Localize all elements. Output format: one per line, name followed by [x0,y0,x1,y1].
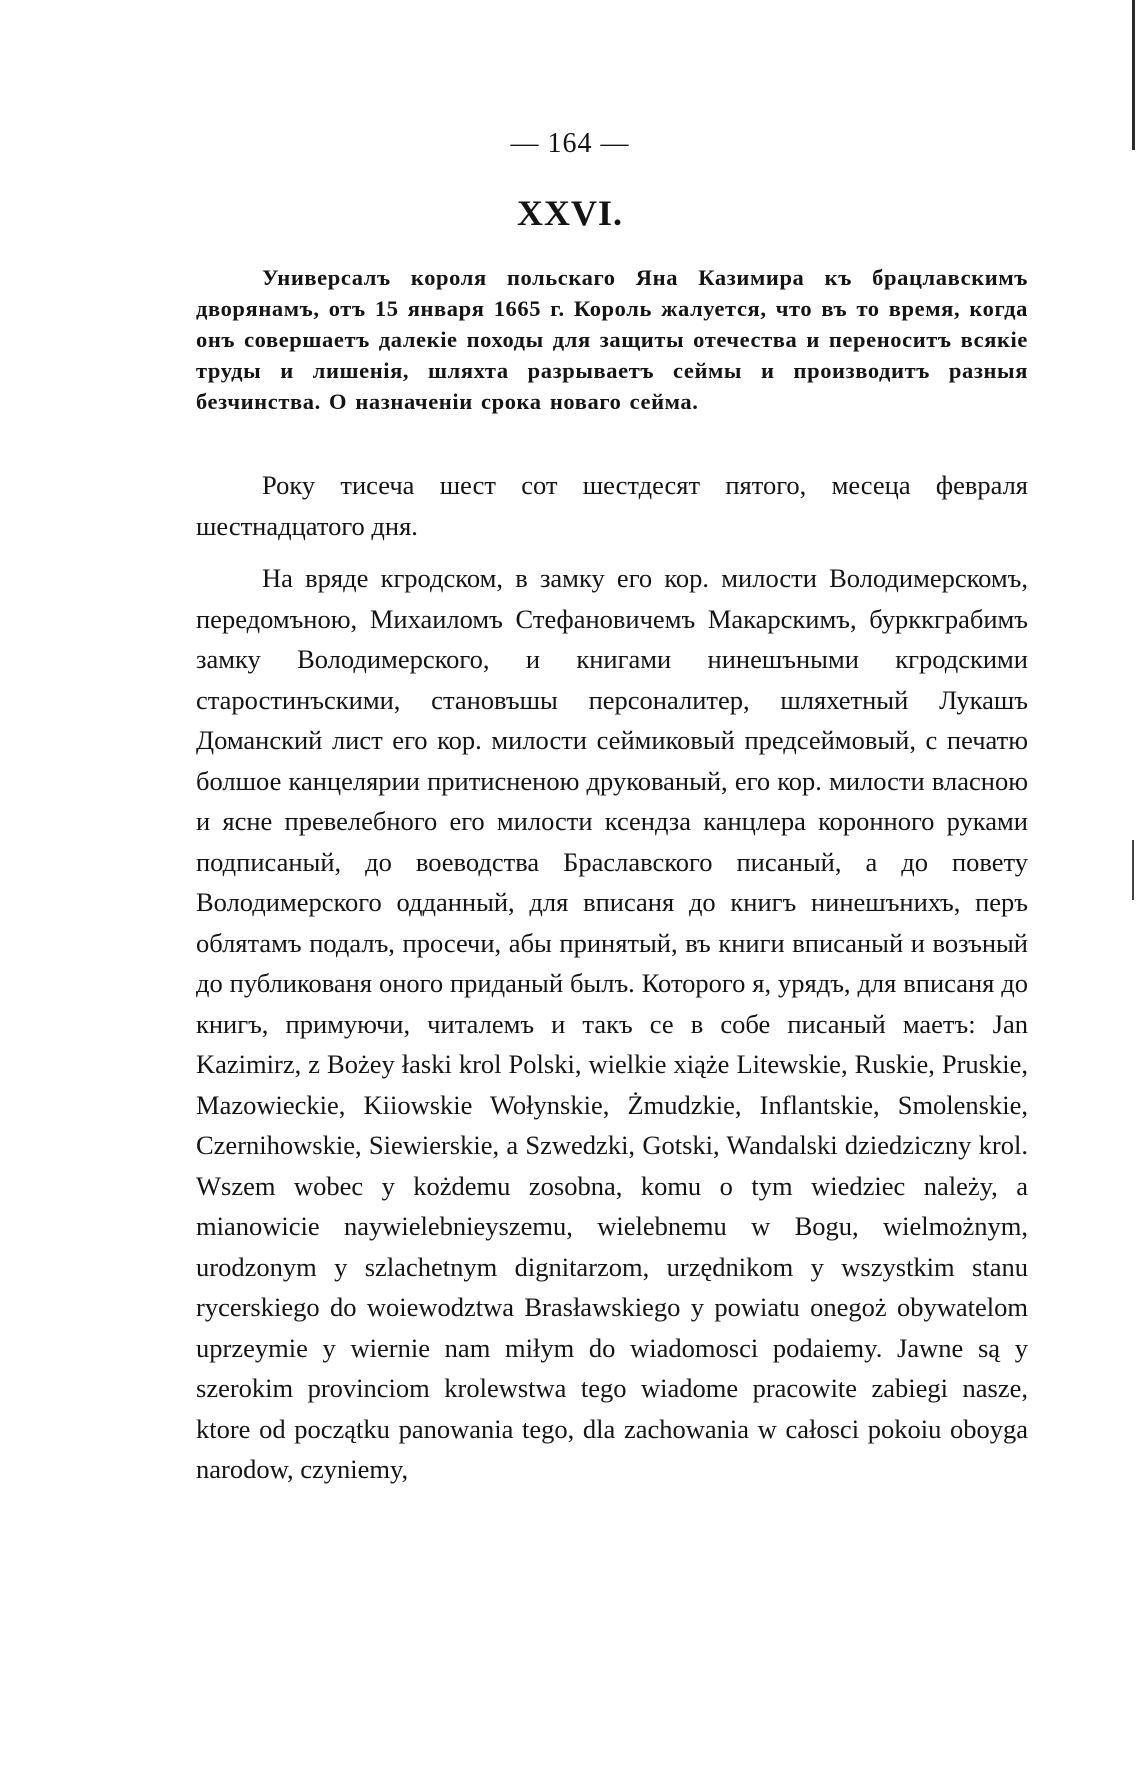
body-paragraph-main: На вряде кгродском, в замку его кор. милости Володимерскомъ, передомъною, Михаиломъ Стефановичемъ Макарскимъ, бурккграбимъ замку Володимерского, и книгами нинешъными кгродскими старостинъскими, становъшы персоналитер, шляхетный Лукашъ Доманский лист его кор. милости сеймиковый предсеймовый, с печатю болшое канцелярии притисненою друкованый, его кор. милости власною и ясне превелебного его милости ксендза канцлера коронного руками подписаный, до воеводства Браславского писаный, а до повету Володимерского одданный, для вписаня до книгъ нинешънихъ, перъ облятамъ подалъ, просечи, абы принятый, въ книги вписаный и возъный до публикованя оного приданый былъ. Которого я, урядъ, для вписаня до книгъ, примуючи, читалемъ и такъ се в собе писаный маетъ: Jan Kazimirz, z Bożey łaski krol Polski, wielkie xiąże Litewskie, Ruskie, Pruskie, Mazowieckie, Kiiowskie Wołynskie, Żmudzkie, Inflantskie, Smolenskie, Czernihowskie, Siewierskie, a Szwedzki, Gotski, Wandalski dziedziczny krol. Wszem wobec y kożdemu zosobna, komu o tym wiedziec należy, a mianowicie naywielebnieyszemu, wielebnemu w Bogu, wielmożnym, urodzonym y szlachetnym dignitarzom, urzędnikom y wszystkim stanu rycerskiego do woiewodztwa Brasławskiego y powiatu onegoż obywatelom uprzeymie y wiernie nam miłym do wiadomosci podaiemy. Jawne są y szerokim provinciom krolewstwa tego wiadome pracowite zabiegi nasze, ktore od początku panowania tego, dla zachowania w całosci pokoiu oboyga narodow, czyniemy, [196,563,1028,1484]
document-number: XXVI. [516,193,623,233]
document-summary: Универсалъ короля польскаго Яна Казимира къ брацлавскимъ дворянамъ, отъ 15 января 1665 г. Король жалуется, что въ то время, когда онъ совершаетъ далекіе походы для защиты отечества и переноситъ всякіе труды и лишенія, шляхта разрываетъ сеймы и производитъ разныя безчинства. О назначеніи срока новаго сейма. [196,265,1028,414]
body-paragraph-date: Року тисеча шест сот шестдесят пятого, месеца февраля шестнадцатого дня. [196,470,1028,541]
page-edge-mark [1132,840,1134,900]
page-number: — 164 — [510,128,630,159]
